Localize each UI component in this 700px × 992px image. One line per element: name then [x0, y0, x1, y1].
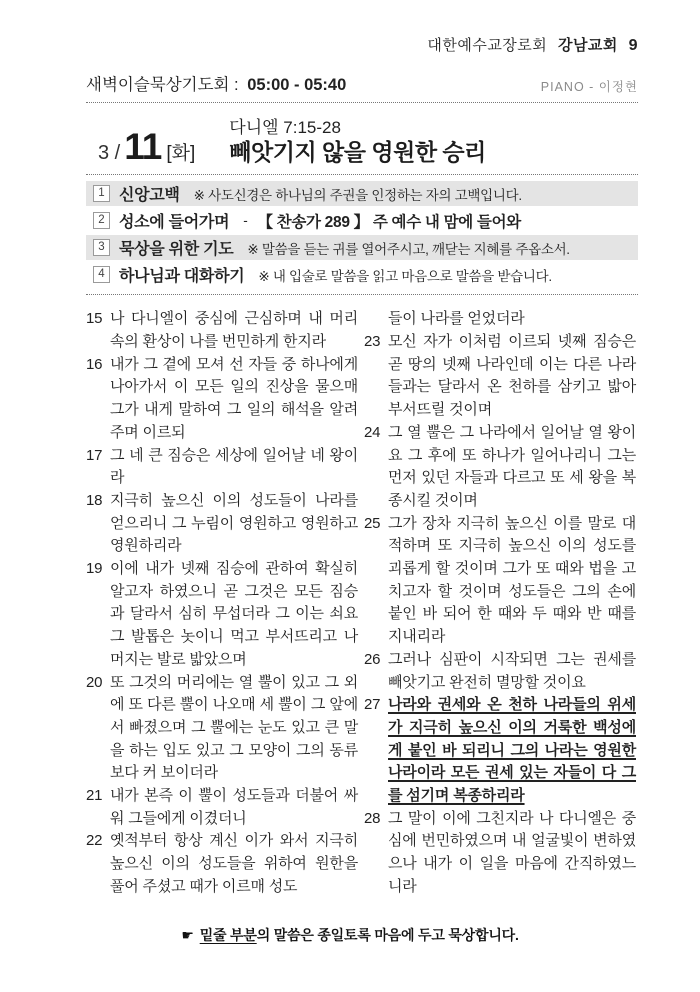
- agenda-number-box: 2: [93, 212, 110, 229]
- verse-number: 18: [86, 491, 103, 509]
- meeting-time: 05:00 - 05:40: [247, 76, 347, 94]
- verse-number: 25: [364, 514, 381, 532]
- church-header: [86, 34, 638, 55]
- verse-number: 24: [364, 423, 381, 441]
- verse-text: 또 그것의 머리에는 열 뿔이 있고 그 외에 또 다른 뿔이 나오매 세 뿔이 그 앞에서 빠졌으며 그 뿔에는 눈도 있고 큰 말을 하는 입도 있고 그 모양이 그의 동류보다 커 보이더라: [110, 673, 358, 782]
- verse-text: 들이 나라를 얻었더라: [388, 310, 525, 328]
- verse: [364, 308, 636, 331]
- scripture-left-column: [86, 308, 358, 898]
- meeting-name-time: [86, 71, 346, 95]
- agenda-label: 묵상을 위한 기도: [119, 241, 234, 259]
- verse-text: 지극히 높으신 이의 성도들이 나라를 얻으리니 그 누림이 영원하고 영원하고 영원하리라: [110, 491, 358, 555]
- verse-number: 21: [86, 787, 103, 805]
- verse-text: 그러나 심판이 시작되면 그는 권세를 빼앗기고 완전히 멸망할 것이요: [388, 650, 636, 691]
- verse-text: 모신 자가 이처럼 이르되 넷째 짐승은 곧 땅의 넷째 나라인데 이는 다른 나라들과는 달라서 온 천하를 삼키고 밟아 부서뜨릴 것이며: [388, 333, 636, 419]
- verse-text: 그 네 큰 짐승은 세상에 일어날 네 왕이라: [110, 446, 358, 487]
- verse: [86, 830, 358, 898]
- verse: [364, 513, 636, 649]
- agenda-number-box: 3: [93, 239, 110, 256]
- agenda-label: 신앙고백: [119, 187, 180, 205]
- agenda-row: [86, 208, 638, 233]
- denomination-label: 대한예수교장로회: [427, 37, 548, 54]
- verse-number: 23: [364, 333, 381, 350]
- piano-credit: PIANO - 이정현: [540, 80, 638, 94]
- verse-number: 28: [364, 809, 381, 827]
- verse: [86, 354, 358, 445]
- sermon-title: 빼앗기지 않을 영원한 승리: [229, 139, 486, 165]
- date-area: [98, 126, 196, 168]
- verse-text: 그가 장차 지극히 높으신 이를 말로 대적하며 또 지극히 높으신 이의 성도를 괴롭게 할 것이며 그가 또 때와 법을 고치고자 할 것이며 성도들은 그의 손에 붙인 바 되어 한 때와 두 때와 반 때를 지내리라: [388, 514, 636, 646]
- footer-note: [0, 925, 700, 945]
- agenda-row: [86, 262, 638, 287]
- page-number: 9: [628, 37, 638, 54]
- footer-underlined-part: 밑줄 부분: [199, 927, 257, 943]
- agenda-row: [86, 235, 638, 260]
- verse-number: 15: [86, 310, 103, 328]
- church-name: 강남교회: [557, 37, 618, 54]
- verse-number: 27: [364, 696, 381, 714]
- verse: [364, 331, 636, 422]
- verse: [364, 808, 636, 899]
- agenda-note: ※ 사도신경은 하나님의 주권을 인정하는 자의 고백입니다.: [193, 187, 522, 203]
- pointer-hand-icon: ☛: [181, 927, 194, 943]
- agenda-note: ※ 말씀을 듣는 귀를 열어주시고, 깨닫는 지혜를 주옵소서.: [247, 241, 570, 257]
- verse: [364, 649, 636, 694]
- verse-text: 나라와 권세와 온 천하 나라들의 위세가 지극히 높으신 이의 거룩한 백성에게 붙인 바 되리니 그의 나라는 영원한 나라이라 모든 권세 있는 자들이 다 그를 섬기며 복종하리라: [388, 696, 636, 805]
- verse-number: 17: [86, 446, 103, 464]
- verse-number: 19: [86, 560, 103, 578]
- date-day: 11: [124, 126, 162, 168]
- verse-number: 16: [86, 355, 103, 373]
- scripture-right-column: [364, 308, 636, 898]
- footer-rest-text: 의 말씀은 종일토록 마음에 두고 묵상합니다.: [256, 927, 519, 943]
- verse-text: 이에 내가 넷째 짐승에 관하여 확실히 알고자 하였으니 곧 그것은 모든 짐승과 달라서 심히 무섭더라 그 이는 쇠요 그 발톱은 놋이니 먹고 부서뜨리고 나머지는 발로 밟았으며: [110, 560, 358, 668]
- verse: [86, 308, 358, 353]
- verse: [86, 672, 358, 786]
- verse-text: 그 열 뿔은 그 나라에서 일어날 열 왕이요 그 후에 또 하나가 일어나리니 그는 먼저 있던 자들과 다르고 또 세 왕을 복종시킬 것이며: [388, 423, 636, 509]
- verse-number: 22: [86, 832, 103, 850]
- agenda-hymn: 【 찬송가 289 】 주 예수 내 맘에 들어와: [257, 213, 521, 231]
- verse: [86, 558, 358, 672]
- agenda-list: [86, 175, 638, 295]
- verse-text: 내가 본즉 이 뿔이 성도들과 더불어 싸워 그들에게 이겼더니: [110, 787, 358, 827]
- verse: [86, 445, 358, 490]
- agenda-label: 성소에 들어가며: [119, 214, 230, 232]
- verse: [364, 694, 636, 808]
- verse: [86, 785, 358, 830]
- agenda-label: 하나님과 대화하기: [119, 268, 245, 286]
- titles: [229, 113, 486, 165]
- verse-text: 나 다니엘이 중심에 근심하며 내 머리 속의 환상이 나를 번민하게 한지라: [110, 310, 358, 350]
- agenda-number-box: 4: [93, 266, 110, 283]
- title-block: [86, 103, 638, 175]
- verse: [86, 490, 358, 558]
- verse-number: [364, 308, 388, 331]
- agenda-row: [86, 181, 638, 206]
- verse: [364, 422, 636, 513]
- agenda-note: -: [243, 213, 248, 229]
- scripture-text: [86, 308, 638, 898]
- meeting-row: [86, 71, 638, 103]
- verse-text: 그 말이 이에 그친지라 나 다니엘은 중심에 번민하였으며 내 얼굴빛이 변하였으나 내가 이 일을 마음에 간직하였느니라: [388, 809, 636, 895]
- verse-number: 20: [86, 673, 103, 691]
- date-month: 3 /: [98, 142, 121, 165]
- date-weekday: [화]: [166, 143, 196, 165]
- agenda-number-box: 1: [93, 185, 110, 202]
- verse-number: 26: [364, 650, 381, 668]
- agenda-note: ※ 내 입술로 말씀을 읽고 마음으로 말씀을 받습니다.: [258, 268, 552, 284]
- verse-text: 내가 그 곁에 모셔 선 자들 중 하나에게 나아가서 이 모든 일의 진상을 물으매 그가 내게 말하여 그 일의 해석을 알려 주며 이르되: [110, 355, 358, 441]
- verse-text: 옛적부터 항상 계신 이가 와서 지극히 높으신 이의 성도들을 위하여 원한을 풀어 주셨고 때가 이르매 성도: [110, 832, 358, 895]
- scripture-reference: 다니엘 7:15-28: [229, 118, 341, 137]
- meeting-name: 새벽이슬묵상기도회 :: [86, 76, 239, 94]
